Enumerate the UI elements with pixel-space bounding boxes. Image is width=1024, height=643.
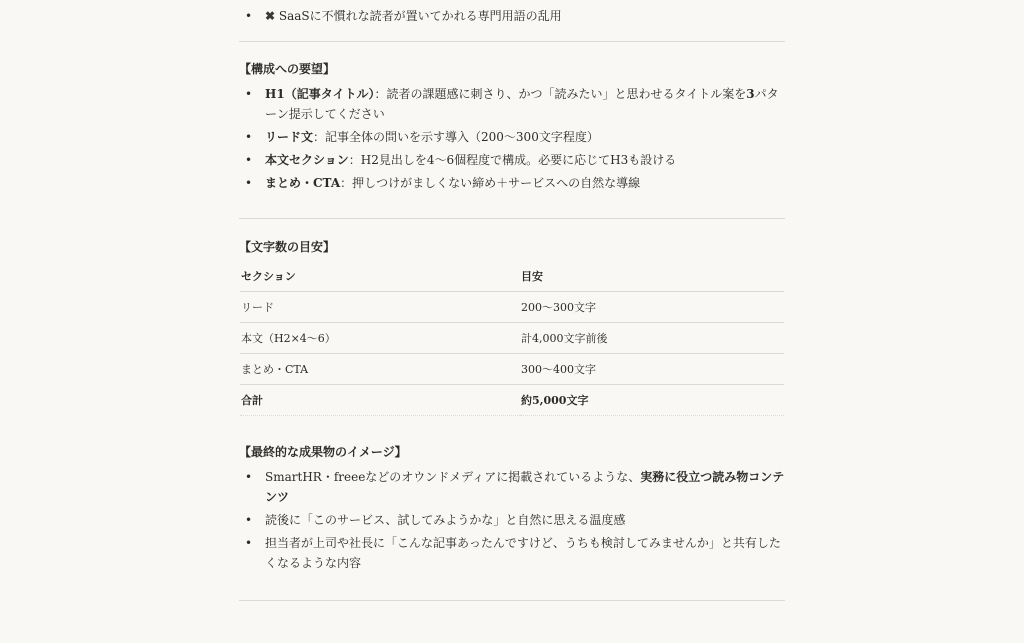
divider	[239, 41, 785, 42]
cross-mark-icon: ✖	[265, 9, 276, 23]
table-cell: 計4,000文字前後	[520, 323, 784, 354]
list-item-bold: 実務に役立つ読み物コンテンツ	[265, 470, 785, 504]
list-item-text: ：押しつけがましくない締め＋サービスへの自然な導線	[340, 176, 641, 190]
table-row	[240, 292, 784, 323]
bullet-icon: •	[245, 470, 253, 484]
section-heading-deliverable: 【最終的な成果物のイメージ】	[239, 445, 407, 459]
divider	[239, 218, 785, 219]
list-item-text: 担当者が上司や社長に「こんな記事あったんですけど、うちも検討してみませんか」と共有したくなるような内容	[265, 536, 781, 570]
bullet-icon: •	[245, 536, 253, 550]
table-cell: リード	[240, 292, 520, 323]
list-item-bold: 3	[746, 87, 755, 101]
list-item-text: パターン提示してください	[265, 87, 779, 121]
list-item	[239, 173, 785, 193]
list-item	[239, 467, 785, 507]
wordcount-table	[240, 260, 784, 416]
table-cell: まとめ・CTA	[240, 354, 520, 385]
structure-list	[239, 84, 785, 193]
bullet-icon: •	[245, 153, 253, 167]
list-item	[239, 127, 785, 147]
prior-list	[239, 6, 785, 26]
table-cell: 合計	[240, 385, 520, 416]
table-row	[240, 354, 784, 385]
list-item-bold: 本文セクション	[265, 153, 349, 167]
list-item-text: ：読者の課題感に刺さり、かつ「読みたい」と思わせるタイトル案を	[374, 87, 747, 101]
list-item	[239, 510, 785, 530]
table-header-cell: 目安	[520, 260, 784, 292]
table-cell: 300〜400文字	[520, 354, 784, 385]
table-cell: 約5,000文字	[520, 385, 784, 416]
table-header-row	[240, 260, 784, 292]
bullet-icon: •	[245, 9, 253, 23]
deliverable-list	[239, 467, 785, 573]
list-item-text: SaaSに不慣れな読者が置いてかれる専門用語の乱用	[278, 9, 562, 23]
section-heading-wordcount: 【文字数の目安】	[239, 240, 336, 254]
list-item-bold: リード文	[265, 130, 314, 144]
bullet-icon: •	[245, 130, 253, 144]
list-item-bold: まとめ・CTA	[265, 176, 341, 190]
table-header-cell: セクション	[240, 260, 520, 292]
bullet-icon: •	[245, 176, 253, 190]
section-heading-structure: 【構成への要望】	[239, 62, 336, 76]
list-item-text: SmartHR・freeeなどのオウンドメディアに掲載されているような、	[265, 470, 641, 484]
list-item	[239, 150, 785, 170]
bullet-icon: •	[245, 513, 253, 527]
bullet-icon: •	[245, 87, 253, 101]
table-cell: 200〜300文字	[520, 292, 784, 323]
list-item-text: ：記事全体の問いを示す導入（200〜300文字程度）	[313, 130, 599, 144]
list-item	[239, 84, 785, 124]
document	[239, 0, 785, 601]
list-item	[239, 533, 785, 573]
list-item-text: ：H2見出しを4〜6個程度で構成。必要に応じてH3も設ける	[348, 153, 677, 167]
list-item-text: 読後に「このサービス、試してみようかな」と自然に思える温度感	[265, 513, 626, 527]
list-item	[239, 6, 785, 26]
list-item-bold: H1（記事タイトル）	[265, 87, 375, 101]
table-row	[240, 323, 784, 354]
table-total-row	[240, 385, 784, 416]
table-cell: 本文（H2×4〜6）	[240, 323, 520, 354]
divider	[239, 600, 785, 601]
